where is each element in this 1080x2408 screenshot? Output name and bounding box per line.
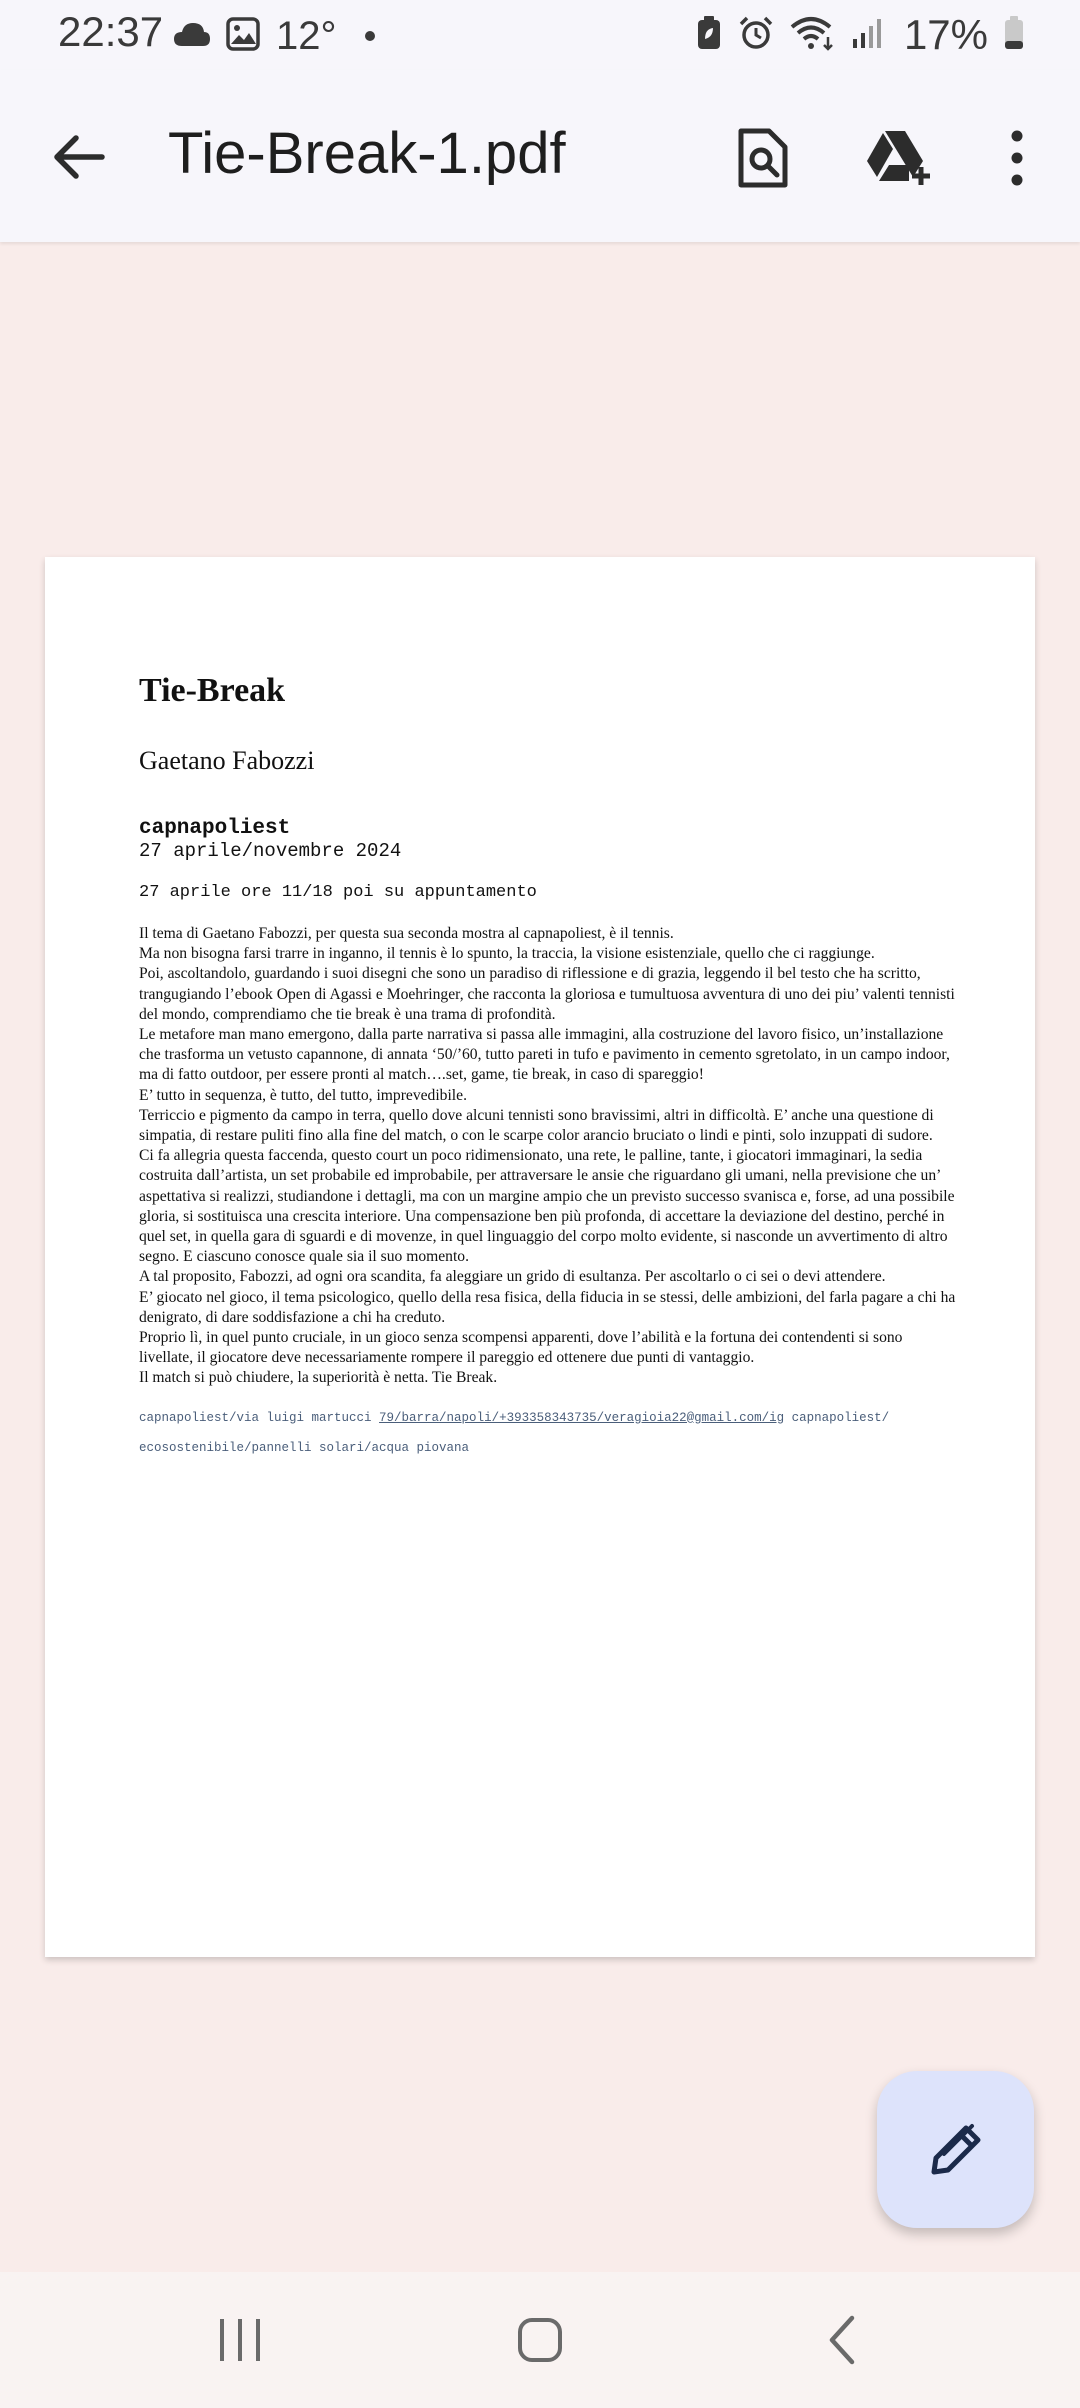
annotate-fab-button[interactable] bbox=[877, 2071, 1034, 2228]
cloud-icon bbox=[172, 20, 212, 53]
status-bar bbox=[0, 0, 1080, 70]
arrow-back-icon bbox=[48, 126, 110, 188]
add-to-drive-button[interactable] bbox=[862, 122, 934, 194]
status-system-icons bbox=[696, 10, 1024, 60]
body-paragraph: Proprio lì, in quel punto cruciale, in un gioco senza scompensi apparenti, dove l’abilità e la fortuna dei contendenti si sono livellate, il giocatore deve necessariamente rompere il pareggio ed ottenere due punti di vantaggio. bbox=[139, 1329, 903, 1367]
footer-line-2: ecosostenibile/pannelli solari/acqua piovana bbox=[139, 1440, 470, 1455]
body-paragraph: Ci fa allegria questa faccenda, questo court un poco ridimensionato, una rete, le palline, tante, i giocatori immaginari, la sedia costruita dall’artista, un set probabile ed improbabile, per attraversare le ansie che riguardano gli umani, nella previsione che un’ aspettativa si realizzi, studiandone i dettagli, ma con un margine ampio che un previsto successo svanisca e, forse, ad una possibile gloria, si sostituisca una crescita interiore. Una compensazione ben più profonda, di accettare la deviazione del destino, perché in quel set, in quella gara di sguardi e di movenze, in quel linguaggio del corpo molto evidente, si nasconde un avvertimento di altro segno. E ciascuno conosce quale sia il suo momento. bbox=[139, 1147, 955, 1266]
body-paragraph: Le metafore man mano emergono, dalla parte narrativa si passa alle immagini, alla costruzione del lavoro fisico, un’installazione che trasforma un vetusto capannone, di annata ‘50/’60, tutto pareti in tufo e pavimento in cemento sgretolato, in un campo indoor, ma di fatto outdoor, per essere pronti al match….set, game, tie break, in caso di spareggio! bbox=[139, 1026, 950, 1084]
footer-line-1 bbox=[139, 1403, 959, 1433]
document-footer bbox=[139, 1403, 959, 1463]
body-paragraph: A tal proposito, Fabozzi, ad ogni ora scandita, fa aleggiare un grido di esultanza. Per ascoltarlo o ci sei o devi attendere. bbox=[139, 1268, 886, 1286]
notification-dot bbox=[365, 31, 375, 41]
battery-icon bbox=[1004, 16, 1024, 55]
body-paragraph: Poi, ascoltandolo, guardando i suoi disegni che sono un paradiso di riflessione e di grazia, leggendo il bel testo che ha scritto, trangugiando l’ebook Open di Agassi e Moehringer, che racconta la gloriosa e tumultuosa avventura di uno dei piu’ valenti tennisti del mondo, comprendiamo che tie break è una trama di profondità. bbox=[139, 965, 955, 1023]
document-schedule: 27 aprile ore 11/18 poi su appuntamento bbox=[139, 883, 537, 902]
status-notification-icons bbox=[172, 14, 375, 58]
alarm-icon bbox=[738, 15, 774, 56]
navigation-bar bbox=[0, 2272, 1080, 2408]
find-in-document-button[interactable] bbox=[727, 122, 799, 194]
footer-contact-link[interactable]: 79/barra/napoli/+393358343735/veragioia22@gmail.com/ig bbox=[379, 1410, 785, 1425]
status-temperature: 12° bbox=[276, 13, 337, 58]
footer-prefix: capnapoliest/via luigi martucci bbox=[139, 1410, 380, 1425]
back-icon bbox=[826, 2315, 858, 2365]
pdf-page[interactable] bbox=[45, 557, 1035, 1957]
recent-apps-button[interactable] bbox=[208, 2310, 272, 2370]
document-title: Tie-Break-1.pdf bbox=[168, 121, 566, 186]
document-dates: 27 aprile/novembre 2024 bbox=[139, 840, 402, 862]
battery-percent: 17% bbox=[903, 11, 988, 58]
find-in-document-icon bbox=[735, 127, 791, 189]
body-paragraph: Terriccio e pigmento da campo in terra, quello dove alcuni tennisti sono bravissimi, altri in difficoltà. E’ anche una questione di simpatia, di restare puliti fino alla fine del match, o con le scarpe color arancio bruciato o lindi e pinti, solo inzuppati di sudore. bbox=[139, 1106, 934, 1145]
app-bar bbox=[0, 70, 1080, 242]
recent-apps-icon bbox=[218, 2317, 262, 2363]
body-paragraph: E’ giocato nel gioco, il tema psicologico, quello della resa fisica, della fiducia in se stessi, delle ambizioni, del farla pagare a chi ha denigrato, di dare soddisfazione a chi ha creduto. bbox=[139, 1288, 956, 1326]
body-paragraph: E’ tutto in sequenza, è tutto, del tutto, imprevedibile. bbox=[139, 1086, 467, 1104]
document-content bbox=[139, 672, 959, 1463]
document-body bbox=[139, 924, 959, 1389]
document-heading: Tie-Break bbox=[139, 672, 286, 709]
signal-icon bbox=[852, 17, 882, 54]
system-back-button[interactable] bbox=[810, 2310, 874, 2370]
home-button[interactable] bbox=[508, 2310, 572, 2370]
body-paragraph: Il match si può chiudere, la superiorità è netta. Tie Break. bbox=[139, 1369, 498, 1387]
home-icon bbox=[516, 2316, 564, 2364]
back-button[interactable] bbox=[48, 126, 110, 188]
edit-pen-icon bbox=[926, 2120, 986, 2180]
body-paragraph: Il tema di Gaetano Fabozzi, per questa sua seconda mostra al capnapoliest, è il tennis. bbox=[139, 925, 674, 942]
more-options-button[interactable] bbox=[981, 122, 1053, 194]
battery-saver-icon bbox=[696, 15, 722, 56]
document-venue: capnapoliest bbox=[139, 817, 291, 840]
body-paragraph: Ma non bisogna farsi trarre in inganno, il tennis è lo spunto, la traccia, la visione esistenziale, quello che ci raggiunge. bbox=[139, 945, 875, 963]
wifi-icon bbox=[790, 15, 836, 56]
document-author: Gaetano Fabozzi bbox=[139, 746, 315, 775]
gallery-icon bbox=[226, 17, 260, 56]
status-time: 22:37 bbox=[58, 8, 164, 55]
footer-suffix: capnapoliest/ bbox=[784, 1410, 890, 1425]
add-to-drive-icon bbox=[863, 129, 933, 187]
more-options-icon bbox=[1007, 130, 1027, 186]
